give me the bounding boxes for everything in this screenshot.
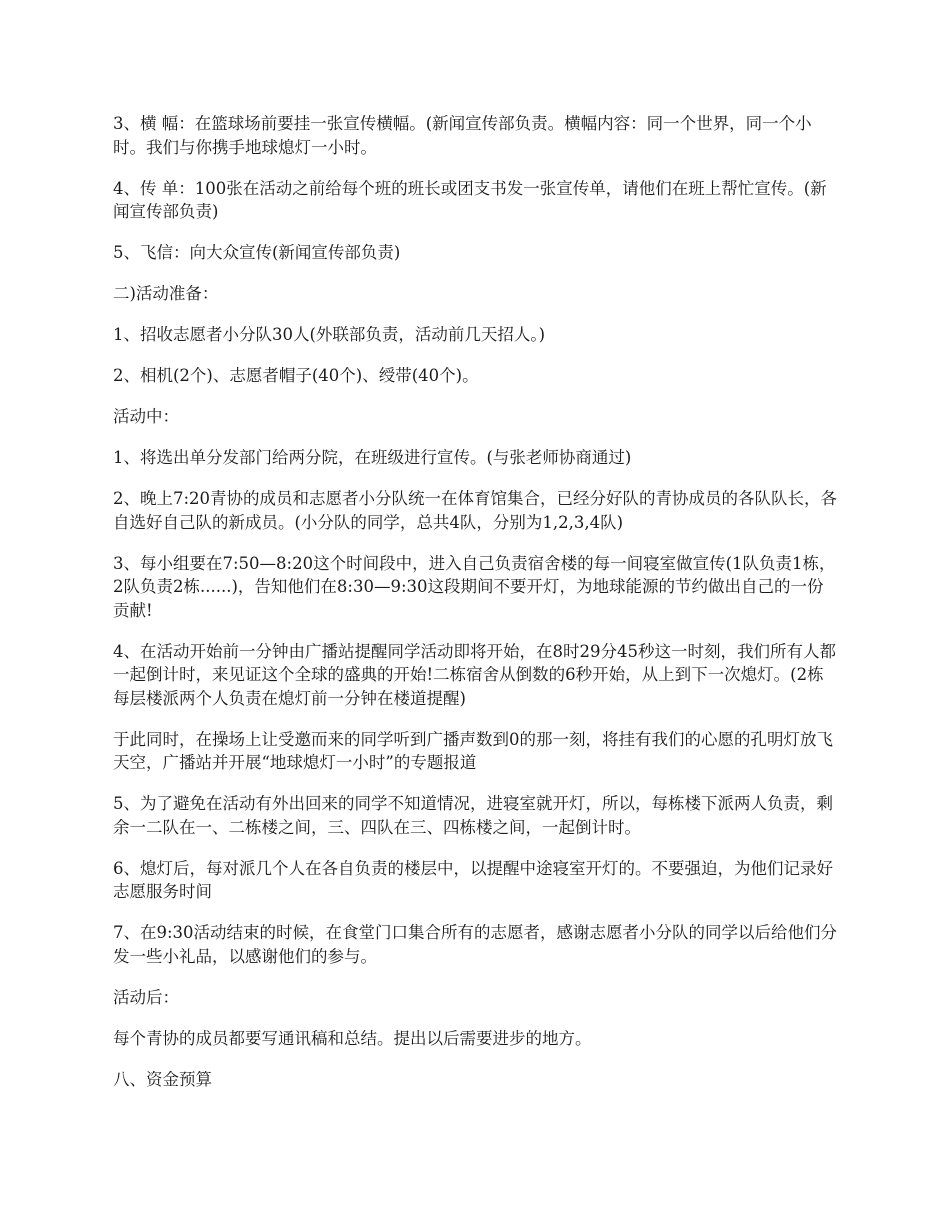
- paragraph-assembly: 2、晚上7:20青协的成员和志愿者小分队统一在体育馆集合，已经分好队的青协成员的各队队长，各自选好自己队的新成员。(小分队的同学，总共4队，分别为1,2,3,4队): [113, 489, 838, 532]
- paragraph-sky-lanterns: 于此同时，在操场上让受邀而来的同学听到广播声数到0的那一刻，将挂有我们的心愿的孔明灯放飞天空，广播站并开展“地球熄灯一小时”的专题报道: [113, 729, 833, 772]
- paragraph-after-lights-out: 6、熄灯后，每对派几个人在各自负责的楼层中，以提醒中途寝室开灯的。不要强迫，为他们记录好志愿服务时间: [113, 858, 833, 901]
- paragraph-equipment: 2、相机(2个)、志愿者帽子(40个)、绶带(40个)。: [113, 366, 479, 385]
- paragraph-building-guards: 5、为了避免在活动有外出回来的同学不知道情况，进寝室就开灯，所以，每栋楼下派两人负责，剩余一二队在一、二栋楼之间，三、四队在三、四栋楼之间，一起倒计时。: [113, 794, 833, 837]
- heading-during-activity: 活动中：: [113, 407, 179, 426]
- paragraph-recruit-volunteers: 1、招收志愿者小分队30人(外联部负责，活动前几天招人。): [113, 325, 546, 344]
- heading-after-activity: 活动后：: [113, 987, 179, 1007]
- paragraph-summary: 每个青协的成员都要写通讯稿和总结。提出以后需要进步的地方。: [113, 1028, 592, 1048]
- paragraph-countdown: 4、在活动开始前一分钟由广播站提醒同学活动即将开始，在8时29分45秒这一时刻，我们所有人都一起倒计时，来见证这个全球的盛典的开始!二栋宿舍从倒数的6秒开始，从上到下一次熄灯。(2栋每层楼派两个人负责在熄灯前一分钟在楼道提醒): [113, 641, 836, 708]
- heading-budget: 八、资金预算: [113, 1069, 212, 1089]
- paragraph-distribute-flyers: 1、将选出单分发部门给两分院，在班级进行宣传。(与张老师协商通过): [113, 448, 632, 467]
- document-body: [113, 112, 839, 1109]
- paragraph-dorm-promotion: 3、每小组要在7:50—8:20这个时间段中，进入自己负责宿舍楼的每一间寝室做宣传(1队负责1栋，2队负责2栋......)，告知他们在8:30—9:30这段期间不要开灯，为地球能源的节约做出自己的一份贡献!: [113, 553, 836, 620]
- paragraph-closing-gifts: 7、在9:30活动结束的时候，在食堂门口集合所有的志愿者，感谢志愿者小分队的同学以后给他们分发一些小礼品，以感谢他们的参与。: [113, 923, 838, 966]
- paragraph-banner: 3、横 幅：在篮球场前要挂一张宣传横幅。(新闻宣传部负责。横幅内容：同一个世界，同一个小时。我们与你携手地球熄灯一小时。: [113, 114, 812, 157]
- paragraph-fetion: 5、飞信：向大众宣传(新闻宣传部负责): [113, 243, 401, 262]
- heading-preparation: 二)活动准备：: [113, 284, 219, 303]
- paragraph-flyer: 4、传 单：100张在活动之前给每个班的班长或团支书发一张宣传单，请他们在班上帮忙宣传。(新闻宣传部负责): [113, 178, 827, 221]
